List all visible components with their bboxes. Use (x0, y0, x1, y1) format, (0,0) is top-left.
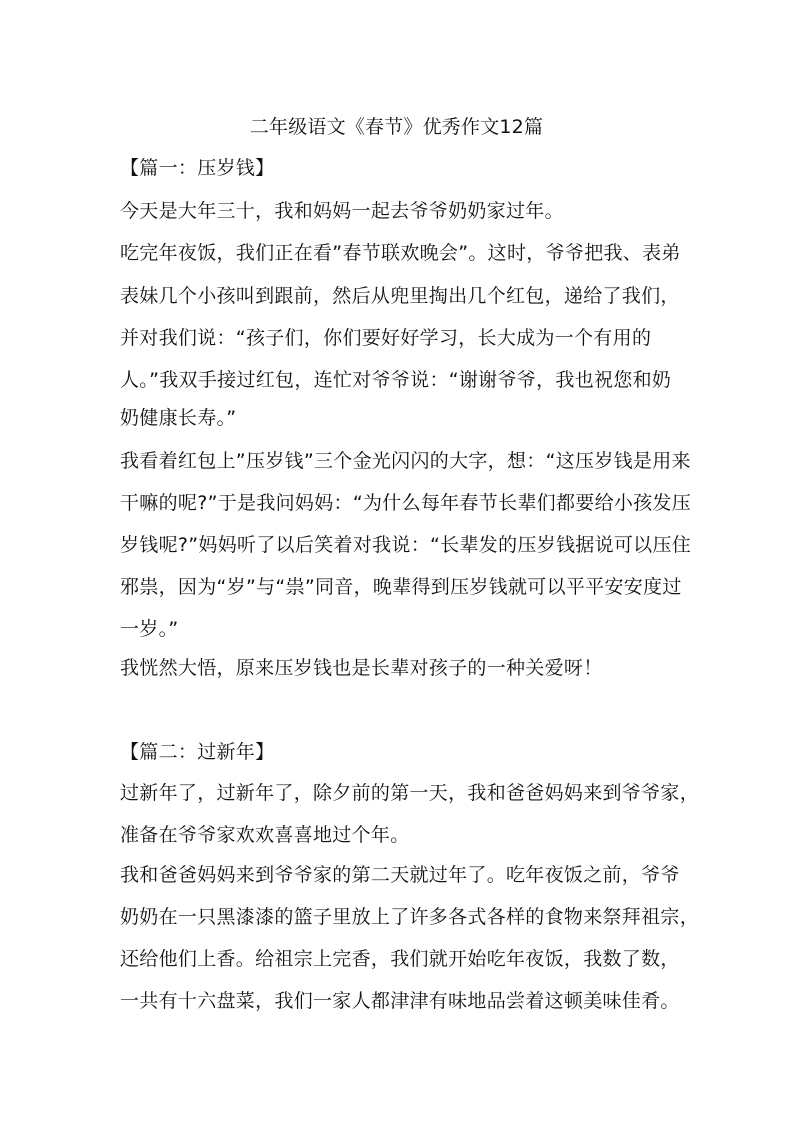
paragraph-line: 表妹几个小孩叫到跟前，然后从兜里掏出几个红包，递给了我们， (120, 285, 680, 307)
paragraph-line: 并对我们说：“孩子们，你们要好好学习，长大成为一个有用的 (120, 327, 652, 349)
section-heading: 【篇一：压岁钱】 (120, 157, 275, 179)
paragraph-line: 我看着红包上”压岁钱”三个金光闪闪的大字，想：“这压岁钱是用来 (120, 450, 691, 472)
paragraph-line: 奶健康长寿。” (120, 407, 237, 429)
paragraph-line: 还给他们上香。给祖宗上完香，我们就开始吃年夜饭，我数了数， (120, 948, 680, 970)
paragraph-line: 干嘛的呢?”于是我问妈妈：“为什么每年春节长辈们都要给小孩发压 (120, 492, 692, 514)
document-title: 二年级语文《春节》优秀作文12篇 (249, 116, 544, 138)
paragraph-line: 一共有十六盘菜，我们一家人都津津有味地品尝着这顿美味佳肴。 (120, 990, 680, 1012)
paragraph-line: 吃完年夜饭，我们正在看”春节联欢晚会”。这时，爷爷把我、表弟 (120, 242, 681, 264)
paragraph-line: 岁钱呢?”妈妈听了以后笑着对我说：“长辈发的压岁钱据说可以压住 (120, 534, 692, 556)
paragraph-line: 准备在爷爷家欢欢喜喜地过个年。 (120, 824, 410, 846)
paragraph-line: 一岁。” (120, 618, 179, 640)
paragraph-line: 过新年了，过新年了，除夕前的第一天，我和爸爸妈妈来到爷爷家， (120, 782, 700, 804)
paragraph-line: 邪祟，因为“岁”与“祟”同音，晚辈得到压岁钱就可以平平安安度过 (120, 576, 682, 598)
section-heading: 【篇二：过新年】 (120, 741, 275, 763)
paragraph-line: 我和爸爸妈妈来到爷爷家的第二天就过年了。吃年夜饭之前，爷爷 (120, 864, 680, 886)
paragraph-line: 今天是大年三十，我和妈妈一起去爷爷奶奶家过年。 (120, 200, 564, 222)
paragraph-line: 人。”我双手接过红包，连忙对爷爷说：“谢谢爷爷，我也祝您和奶 (120, 369, 672, 391)
paragraph-line: 奶奶在一只黑漆漆的篮子里放上了许多各式各样的食物来祭拜祖宗， (120, 906, 700, 928)
paragraph-line: 我恍然大悟，原来压岁钱也是长辈对孩子的一种关爱呀！ (120, 657, 603, 679)
